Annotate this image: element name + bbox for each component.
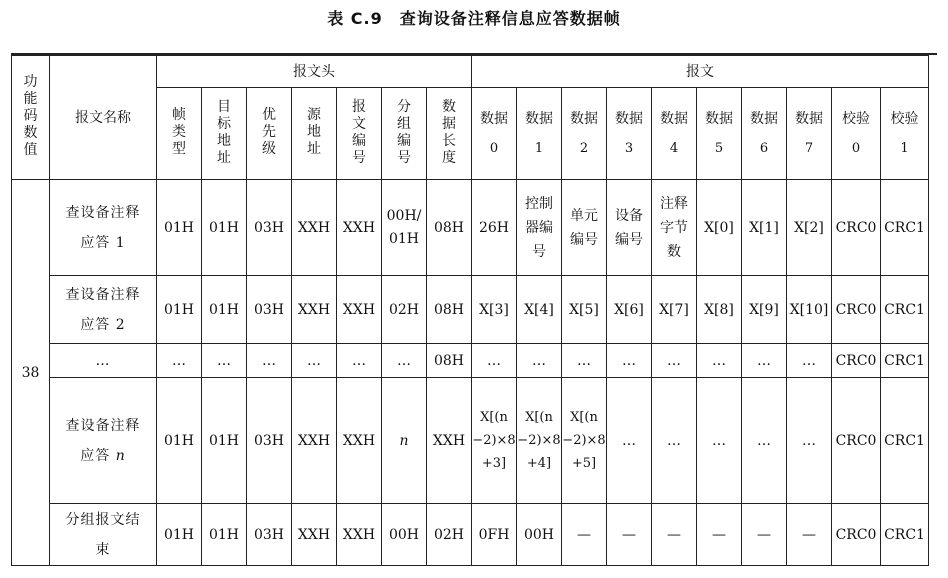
cell: 08H [427, 344, 472, 378]
header-col-4: 报文编号 [337, 88, 382, 180]
cell: … [607, 344, 652, 378]
table-row [12, 180, 929, 276]
cell: XXH [292, 504, 337, 566]
cell: CRC1 [881, 504, 929, 566]
header-data-col-1: 数据 1 [517, 88, 562, 180]
msg-name-cell: … [50, 344, 157, 378]
cell: … [652, 344, 697, 378]
cell: … [202, 344, 247, 378]
cell: n [382, 378, 427, 504]
cell: XXH [337, 180, 382, 276]
table-row [12, 344, 929, 378]
cell: … [697, 344, 742, 378]
cell: — [607, 504, 652, 566]
cell: — [787, 504, 832, 566]
cell: XXH [292, 180, 337, 276]
cell: 01H [202, 504, 247, 566]
cell: … [787, 344, 832, 378]
cell: X[10] [787, 276, 832, 344]
header-col-0: 帧类型 [157, 88, 202, 180]
cell: — [742, 504, 787, 566]
cell: CRC1 [881, 344, 929, 378]
header-col-5: 分组编号 [382, 88, 427, 180]
cell: … [337, 344, 382, 378]
cell: 01H [157, 180, 202, 276]
cell: … [517, 344, 562, 378]
header-group-head: 报文头 [157, 56, 472, 88]
header-col-6: 数据长度 [427, 88, 472, 180]
cell: CRC1 [881, 276, 929, 344]
cell: … [292, 344, 337, 378]
cell: 01H [157, 504, 202, 566]
msg-name-cell: 查设备注释应答 n [50, 378, 157, 504]
table-caption: 表 C.9 查询设备注释信息应答数据帧 [327, 9, 621, 28]
msg-name-cell: 分组报文结束 [50, 504, 157, 566]
cell: 01H [202, 180, 247, 276]
header-group-body: 报文 [472, 56, 929, 88]
cell: 26H [472, 180, 517, 276]
cell: XXH [337, 276, 382, 344]
cell: — [697, 504, 742, 566]
cell: — [562, 504, 607, 566]
cell: … [382, 344, 427, 378]
cell: 03H [247, 180, 292, 276]
header-func-code: 功能码数值 [12, 56, 50, 180]
table-row [12, 378, 929, 504]
header-data-col-8: 校验 0 [832, 88, 881, 180]
cell: 单元编号 [562, 180, 607, 276]
cell: 08H [427, 180, 472, 276]
cell: XXH [337, 378, 382, 504]
cell: 01H [202, 276, 247, 344]
cell: … [697, 378, 742, 504]
cell: 01H [157, 378, 202, 504]
cell: CRC1 [881, 378, 929, 504]
cell: X[(n−2)×8+5] [562, 378, 607, 504]
cell: X[3] [472, 276, 517, 344]
cell: 控制器编号 [517, 180, 562, 276]
cell: X[7] [652, 276, 697, 344]
cell: X[9] [742, 276, 787, 344]
cell: … [472, 344, 517, 378]
cell: 0FH [472, 504, 517, 566]
cell: 01H [157, 276, 202, 344]
cell: 00H [517, 504, 562, 566]
header-data-col-5: 数据 5 [697, 88, 742, 180]
cell: 03H [247, 378, 292, 504]
cell: X[2] [787, 180, 832, 276]
header-data-col-4: 数据 4 [652, 88, 697, 180]
cell: 03H [247, 504, 292, 566]
cell: X[8] [697, 276, 742, 344]
cell: 02H [427, 504, 472, 566]
cell: X[(n−2)×8+4] [517, 378, 562, 504]
table-row [12, 276, 929, 344]
cell: 00H [382, 504, 427, 566]
cell: 注释字节数 [652, 180, 697, 276]
cell: CRC0 [832, 504, 881, 566]
cell: XXH [292, 276, 337, 344]
cell: X[(n−2)×8+3] [472, 378, 517, 504]
cell: … [607, 378, 652, 504]
msg-name-cell: 查设备注释应答 2 [50, 276, 157, 344]
header-data-col-7: 数据 7 [787, 88, 832, 180]
header-data-col-6: 数据 6 [742, 88, 787, 180]
header-data-col-3: 数据 3 [607, 88, 652, 180]
header-data-col-2: 数据 2 [562, 88, 607, 180]
cell: … [247, 344, 292, 378]
cell: X[1] [742, 180, 787, 276]
cell: … [652, 378, 697, 504]
header-data-col-0: 数据 0 [472, 88, 517, 180]
cell: XXH [292, 378, 337, 504]
table-row [12, 504, 929, 566]
cell: X[5] [562, 276, 607, 344]
cell: XXH [427, 378, 472, 504]
header-col-1: 目标地址 [202, 88, 247, 180]
cell: 00H/01H [382, 180, 427, 276]
cell: CRC0 [832, 276, 881, 344]
header-col-3: 源地址 [292, 88, 337, 180]
cell: CRC0 [832, 378, 881, 504]
cell: … [742, 344, 787, 378]
header-data-col-9: 校验 1 [881, 88, 929, 180]
cell: … [562, 344, 607, 378]
cell: X[0] [697, 180, 742, 276]
cell: 01H [202, 378, 247, 504]
cell: … [742, 378, 787, 504]
cell: X[6] [607, 276, 652, 344]
cell: 02H [382, 276, 427, 344]
cell: CRC0 [832, 344, 881, 378]
cell: XXH [337, 504, 382, 566]
msg-name-cell: 查设备注释应答 1 [50, 180, 157, 276]
cell: … [157, 344, 202, 378]
cell: 08H [427, 276, 472, 344]
header-col-2: 优先级 [247, 88, 292, 180]
cell: CRC0 [832, 180, 881, 276]
cell: X[4] [517, 276, 562, 344]
cell: — [652, 504, 697, 566]
cell: CRC1 [881, 180, 929, 276]
func-code-value: 38 [12, 180, 50, 566]
cell: 03H [247, 276, 292, 344]
cell: 设备编号 [607, 180, 652, 276]
cell: … [787, 378, 832, 504]
data-frame-table [11, 55, 929, 566]
header-msg-name: 报文名称 [50, 56, 157, 180]
